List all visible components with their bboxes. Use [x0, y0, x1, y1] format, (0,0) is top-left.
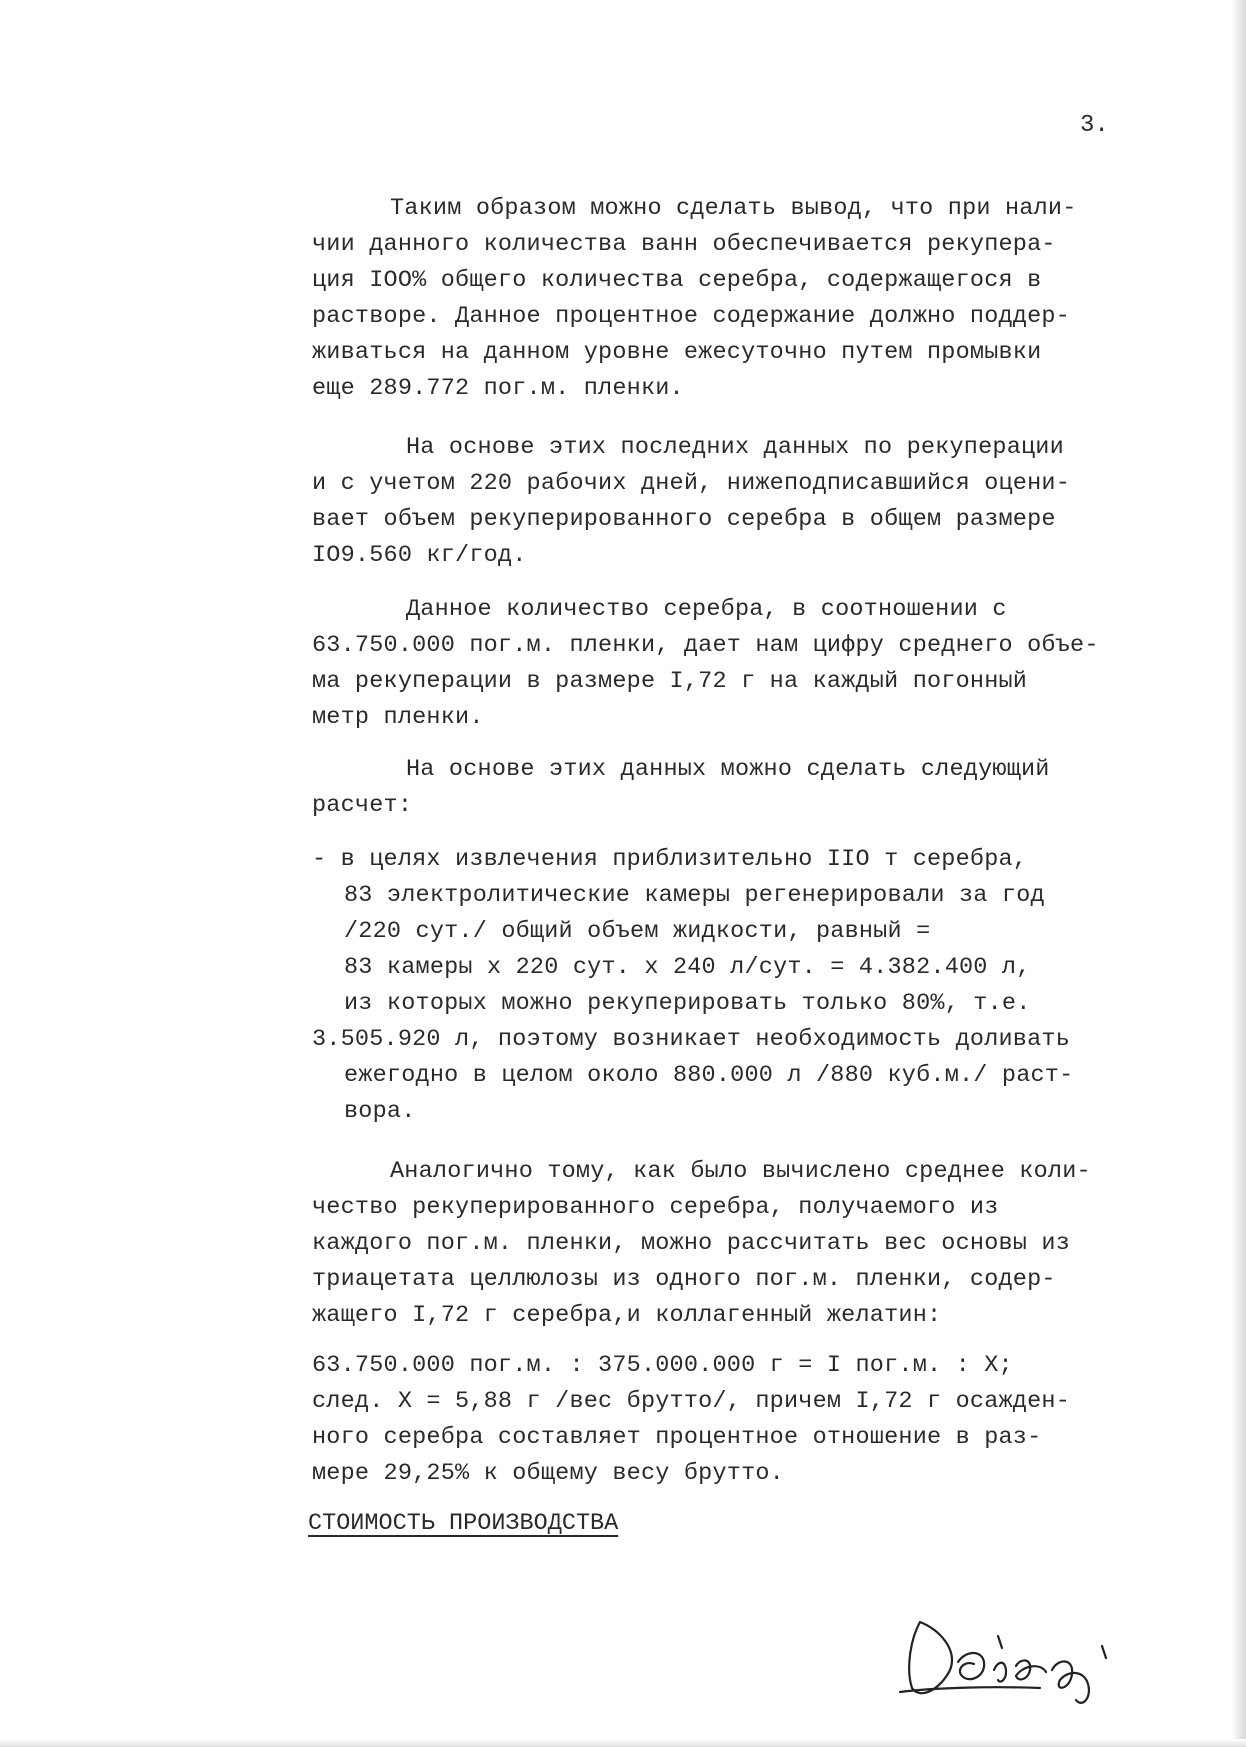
text-line: жащего I,72 г серебра,и коллагенный желатин:	[312, 1302, 942, 1329]
text-line: 63.750.000 пог.м. пленки, дает нам цифру среднего объе-	[312, 632, 1099, 659]
text-line: чество рекуперированного серебра, получаемого из	[312, 1194, 999, 1221]
text-line: из которых можно рекуперировать только 80%, т.е.	[344, 990, 1031, 1017]
text-line: 83 электролитические камеры регенерировали за год	[344, 882, 1045, 909]
text-line: IO9.560 кг/год.	[312, 542, 527, 569]
text-line: Данное количество серебра, в соотношении с	[406, 596, 1007, 623]
text-line: На основе этих последних данных по рекуперации	[406, 434, 1064, 461]
text-line: мере 29,25% к общему весу брутто.	[312, 1460, 784, 1487]
text-line: метр пленки.	[312, 704, 484, 731]
text-line: вает объем рекуперированного серебра в общем размере	[312, 506, 1056, 533]
page-bottom-shadow	[0, 1739, 1246, 1747]
text-line: живаться на данном уровне ежесуточно путем промывки	[312, 339, 1042, 366]
text-line: 63.750.000 пог.м. : 375.000.000 г = I пог.м. : Х;	[312, 1352, 1013, 1379]
text-line: ного серебра составляет процентное отношение в раз-	[312, 1424, 1042, 1451]
text-line: растворе. Данное процентное содержание должно поддер-	[312, 303, 1071, 330]
text-line: и с учетом 220 рабочих дней, нижеподписавшийся оцени-	[312, 470, 1071, 497]
text-line: ция IOO% общего количества серебра, содержащегося в	[312, 267, 1042, 294]
text-line: ежегодно в целом около 880.000 л /880 куб.м./ раст-	[344, 1062, 1074, 1089]
text-line: Аналогично тому, как было вычислено среднее коли-	[390, 1158, 1091, 1185]
text-line: Таким образом можно сделать вывод, что при нали-	[390, 195, 1077, 222]
text-line: 3.505.920 л, поэтому возникает необходимость доливать	[312, 1026, 1071, 1053]
list-item-text: - в целях извлечения приблизительно IIO т серебра,	[312, 846, 1028, 873]
text-line: вора.	[344, 1098, 416, 1125]
page-number: 3.	[1080, 112, 1109, 139]
text-line: каждого пог.м. пленки, можно рассчитать вес основы из	[312, 1230, 1071, 1257]
text-line: след. Х = 5,88 г /вес брутто/, причем I,72 г осажден-	[312, 1388, 1071, 1415]
text-line: ма рекуперации в размере I,72 г на каждый погонный	[312, 668, 1028, 695]
text-line: расчет:	[312, 792, 413, 819]
section-heading: СТОИМОСТЬ ПРОИЗВОДСТВА	[308, 1510, 619, 1537]
text-line: еще 289.772 пог.м. пленки.	[312, 375, 684, 402]
text-line: 83 камеры х 220 сут. х 240 л/сут. = 4.382.400 л,	[344, 954, 1031, 981]
handwritten-signature	[870, 1600, 1190, 1710]
page-edge-shadow	[1232, 0, 1246, 1747]
text-line: /220 сут./ общий объем жидкости, равный =	[344, 918, 931, 945]
text-line: На основе этих данных можно сделать следующий	[406, 756, 1050, 783]
text-line: триацетата целлюлозы из одного пог.м. пленки, содер-	[312, 1266, 1056, 1293]
text-line: чии данного количества ванн обеспечивается рекупера-	[312, 231, 1056, 258]
